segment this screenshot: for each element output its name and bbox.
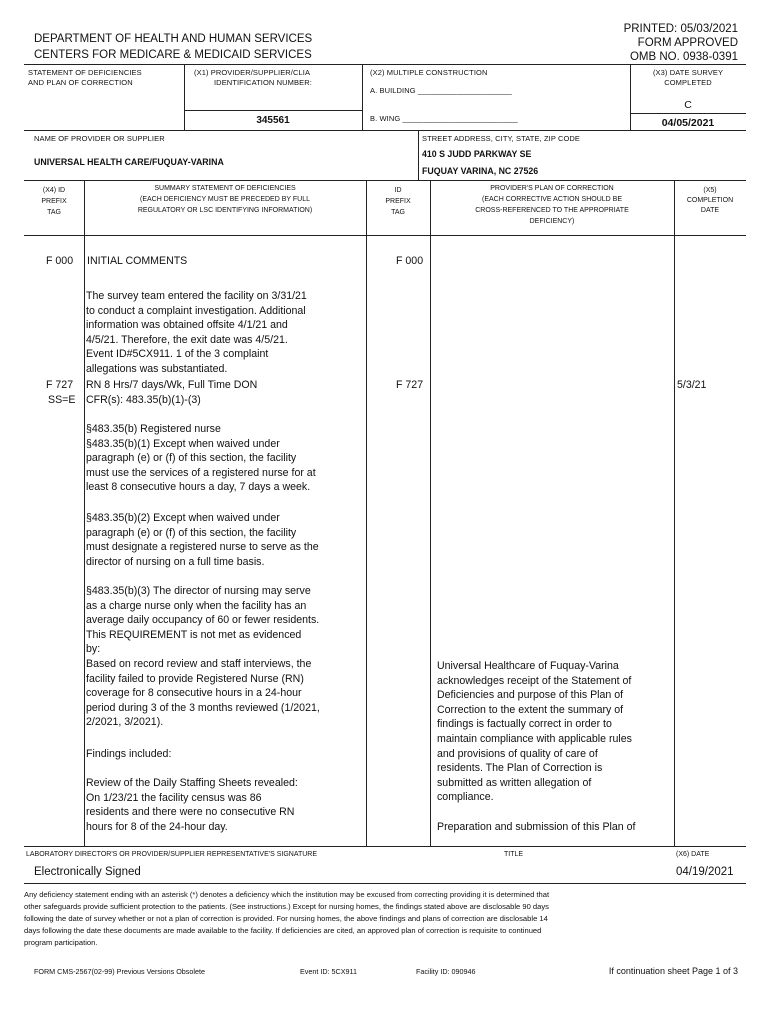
reg-b2-paragraph [86,511,366,569]
text-line: other safeguards provide sufficient protection to the patients. (See instructions.) Except for nursing homes, the findings stated above are disclosable 90 days [24,902,549,911]
x6-date-label: (X6) DATE [676,851,710,858]
rule [430,180,431,846]
text-line: program participation. [24,938,98,947]
signature-label: LABORATORY DIRECTOR'S OR PROVIDER/SUPPLIER REPRESENTATIVE'S SIGNATURE [26,851,318,858]
x2-label: (X2) MULTIPLE CONSTRUCTION [370,68,488,77]
text-line: hours for 8 of the 24-hour day. [86,820,228,833]
text-line: period during 3 of the 3 months reviewed (1/2021, [86,701,320,714]
text-line: This REQUIREMENT is not met as evidenced [86,628,302,641]
plan-header-1: PROVIDER'S PLAN OF CORRECTION [490,185,614,192]
f727-title: RN 8 Hrs/7 days/Wk, Full Time DON [86,379,258,391]
text-line: §483.35(b)(2) Except when waived under [86,512,280,524]
printed-date: PRINTED: 05/03/2021 [623,23,738,35]
statement-label-1: STATEMENT OF DEFICIENCIES [28,68,142,77]
text-line: findings is factually correct in order to [437,718,612,731]
x4-header-2: PREFIX [41,198,67,205]
agency-line-2: CENTERS FOR MEDICARE & MEDICAID SERVICES [34,49,312,61]
findings-included: Findings included: [86,748,172,760]
rule [24,846,746,847]
id-header-3: TAG [391,209,405,216]
reg-b3-paragraph [86,584,366,730]
f727-cfr: CFR(s): 483.35(b)(1)-(3) [86,394,201,406]
tag-ss: SS=E [48,394,76,406]
rule [418,130,419,180]
initial-comments: INITIAL COMMENTS [87,255,188,267]
text-line: average daily occupancy of 60 or fewer residents. [86,614,320,627]
text-line: On 1/23/21 the facility census was 86 [86,791,262,804]
text-line: director of nursing on a full time basis. [86,555,265,568]
text-line: and provisions of quality of care of [437,747,598,760]
x4-header-3: TAG [47,209,61,216]
text-line: to conduct a complaint investigation. Additional [86,304,306,317]
text-line: facility failed to provide Registered Nurse (RN) [86,672,304,685]
x1-label-2: IDENTIFICATION NUMBER: [214,78,312,87]
disclaimer [24,889,746,949]
x3-label-2: COMPLETED [664,78,712,87]
address-line-1: 410 S JUDD PARKWAY SE [422,149,532,159]
tag-f727-right: F 727 [396,379,424,391]
text-line: as a charge nurse only when the facility has an [86,599,307,612]
statement-label-2: AND PLAN OF CORRECTION [28,78,133,87]
x1-label-1: (X1) PROVIDER/SUPPLIER/CLIA [194,68,311,77]
rule [24,180,746,181]
rule [184,110,362,111]
footer-form: FORM CMS-2567(02-99) Previous Versions Obsolete [34,967,205,976]
text-line: §483.35(b) Registered nurse [86,423,221,435]
text-line: residents and there were no consecutive RN [86,806,295,819]
plan-paragraph [437,659,673,805]
text-line: by: [86,643,101,656]
rule [24,130,746,131]
text-line: must designate a registered nurse to serve as the [86,541,319,554]
text-line: Correction to the extent the summary of [437,703,624,716]
x5-header-1: (X5) [703,187,717,194]
x3-label-1: (X3) DATE SURVEY [652,68,724,77]
survey-paragraph [86,289,366,377]
footer-facility-id: Facility ID: 090946 [416,967,476,976]
text-line: following the date of survey whether or not a plan of correction is provided. For nursing homes, the above findings and plans of correction are disclosable 14 [24,914,548,923]
agency-line-1: DEPARTMENT OF HEALTH AND HUMAN SERVICES [34,33,313,45]
text-line: days following the date these documents are made available to the facility. If deficiencies are cited, an approved plan of correction is requisite to continued [24,926,542,935]
address-line-2: FUQUAY VARINA, NC 27526 [422,166,539,176]
footer-page: If continuation sheet Page 1 of 3 [608,966,738,976]
text-line: residents. The Plan of Correction is [437,762,603,775]
tag-f000-left: F 000 [46,255,74,267]
reg-b-paragraph [86,422,366,495]
rule [674,180,675,846]
plan-header-2: (EACH CORRECTIVE ACTION SHOULD BE [481,196,623,203]
rule [630,113,746,114]
rule [84,180,85,846]
text-line: 4/5/21. Therefore, the exit date was 4/5/21. [86,333,288,346]
x4-header-1: (X4) ID [42,187,66,194]
text-line: least 8 consecutive hours a day, 7 days a week. [86,481,311,494]
text-line: Any deficiency statement ending with an asterisk (*) denotes a deficiency which the institution may be excused from correcting providing it is determined that [24,890,550,899]
summary-header-3: REGULATORY OR LSC IDENTIFYING INFORMATION) [137,207,313,214]
id-header-1: ID [394,187,402,194]
text-line: §483.35(b)(1) Except when waived under [86,437,280,450]
provider-name-label: NAME OF PROVIDER OR SUPPLIER [34,134,165,143]
completion-date: 5/3/21 [677,379,707,391]
summary-header-2: (EACH DEFICIENCY MUST BE PRECEDED BY FULL [140,196,310,203]
plan-preparation: Preparation and submission of this Plan of [437,821,636,833]
review-paragraph [86,776,366,834]
id-header-2: PREFIX [385,198,411,205]
text-line: The survey team entered the facility on 3/31/21 [86,290,307,302]
plan-header-4: DEFICIENCY) [529,218,575,225]
text-line: Event ID#5CX911. 1 of the 3 complaint [86,348,269,361]
rule [24,64,746,65]
provider-name: UNIVERSAL HEALTH CARE/FUQUAY-VARINA [34,157,224,167]
building-field: A. BUILDING ______________________ [370,86,512,95]
rule [24,235,746,236]
summary-header-1: SUMMARY STATEMENT OF DEFICIENCIES [154,185,296,192]
x3-code: C [684,99,692,111]
title-label: TITLE [504,851,524,858]
text-line: Review of the Daily Staffing Sheets revealed: [86,777,298,789]
rule [24,883,746,884]
signature-value: Electronically Signed [34,866,141,878]
tag-f727-left: F 727 [46,379,74,391]
plan-header-3: CROSS-REFERENCED TO THE APPROPRIATE [475,207,629,214]
text-line: compliance. [437,791,494,804]
rule [362,64,363,130]
text-line: paragraph (e) or (f) of this section, the facility [86,452,297,465]
x5-header-3: DATE [700,207,720,214]
omb-number: OMB NO. 0938-0391 [629,51,738,63]
tag-f000-right: F 000 [396,255,424,267]
text-line: maintain compliance with applicable rules [437,732,632,745]
address-label: STREET ADDRESS, CITY, STATE, ZIP CODE [422,134,581,143]
wing-field: B. WING ___________________________ [370,114,518,123]
text-line: submitted as written allegation of [437,776,592,789]
text-line: coverage for 8 consecutive hours in a 24-hour [86,687,302,700]
rule [366,180,367,846]
text-line: information was obtained offsite 4/1/21 and [86,319,288,332]
text-line: 2/2021, 3/2021). [86,716,164,729]
signature-date: 04/19/2021 [676,866,734,878]
x5-header-2: COMPLETION [686,197,734,204]
text-line: allegations was substantiated. [86,362,228,375]
footer-event-id: Event ID: 5CX911 [300,967,357,976]
text-line: Deficiencies and purpose of this Plan of [437,689,624,702]
text-line: §483.35(b)(3) The director of nursing may serve [86,585,311,597]
form-approved: FORM APPROVED [637,37,738,49]
provider-id: 345561 [256,115,290,126]
survey-completed-date: 04/05/2021 [661,117,715,129]
text-line: paragraph (e) or (f) of this section, the facility [86,526,297,539]
text-line: Based on record review and staff interviews, the [86,657,312,670]
text-line: must use the services of a registered nurse for at [86,466,316,479]
text-line: Universal Healthcare of Fuquay-Varina [437,660,619,672]
text-line: acknowledges receipt of the Statement of [437,674,632,687]
